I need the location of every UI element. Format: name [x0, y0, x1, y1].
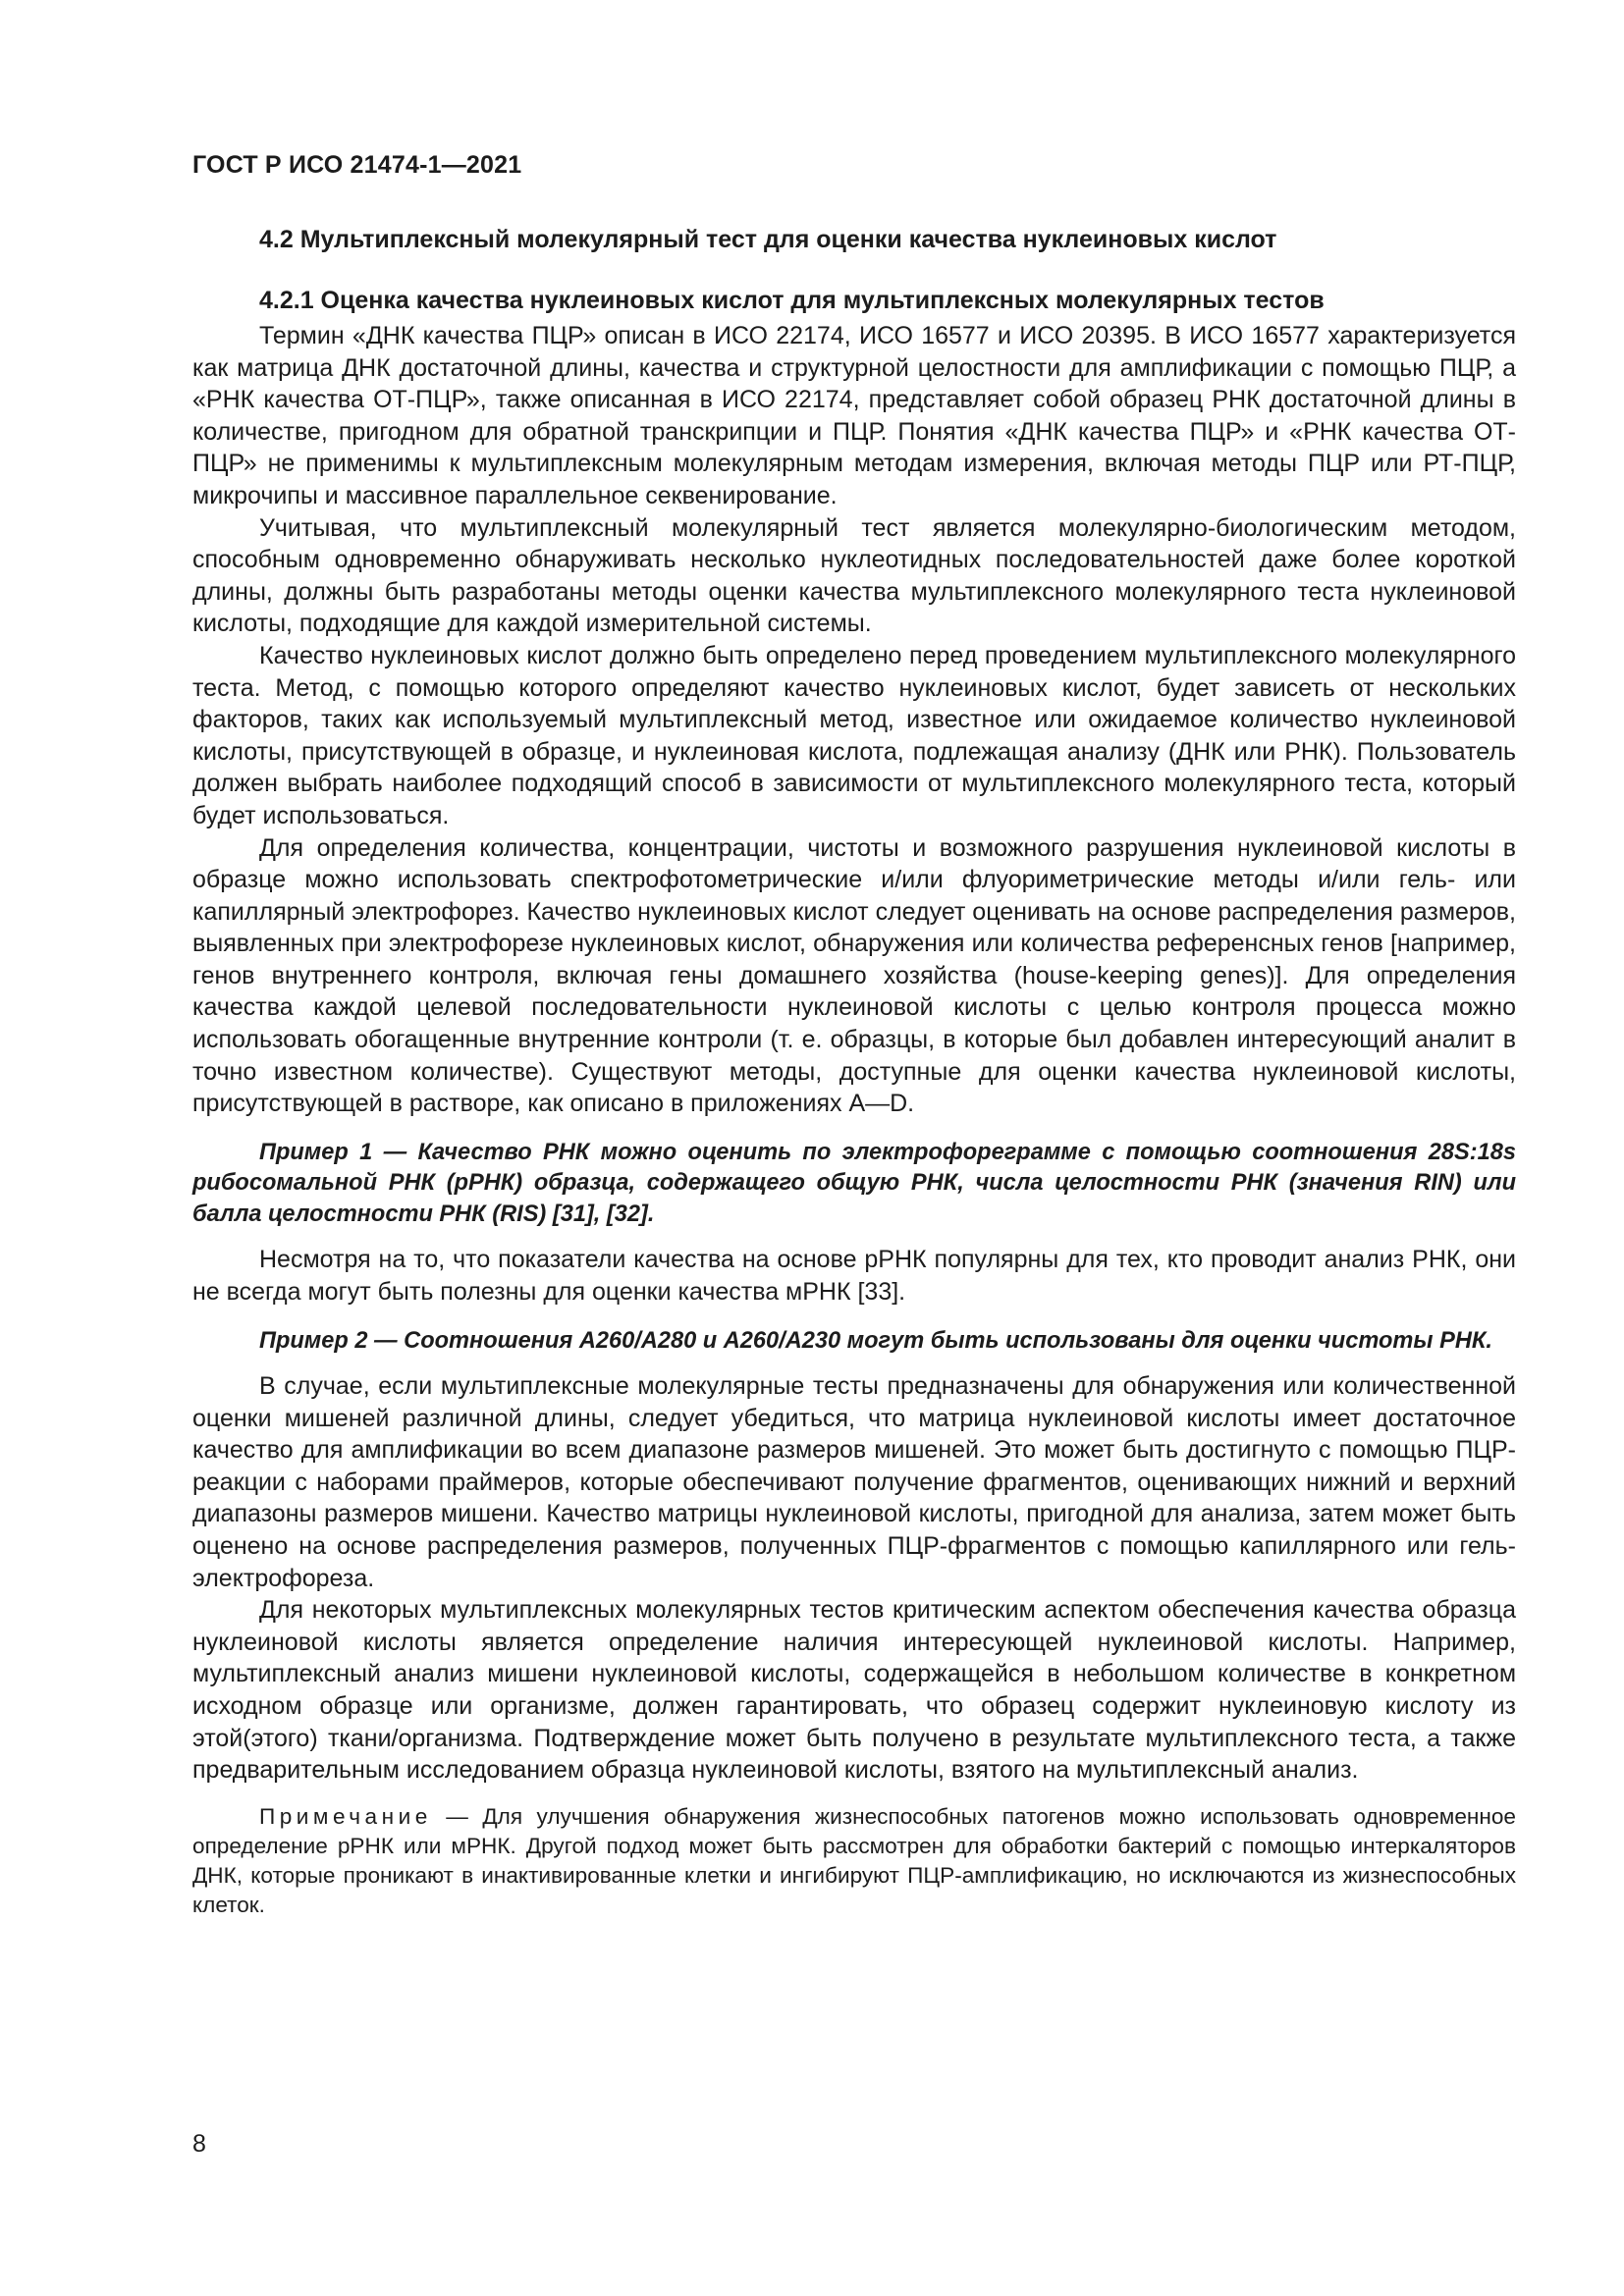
- example-2: Пример 2 — Соотношения A260/A280 и A260/A230 могут быть использованы для оценки чистоты РНК.: [259, 1327, 1492, 1354]
- paragraph: Термин «ДНК качества ПЦР» описан в ИСО 22174, ИСО 16577 и ИСО 20395. В ИСО 16577 характеризуется как матрица ДНК достаточной длины, качества и структурной целостности для амплификации с помощью ПЦР, а «РНК качества ОТ-ПЦР», также описанная в ИСО 22174, представляет собой образец РНК достаточной длины в количестве, пригодном для обратной транскрипции и ПЦР. Понятия «ДНК качества ПЦР» и «РНК качества ОТ-ПЦР» не применимы к мультиплексным молекулярным методам измерения, включая методы ПЦР или РТ-ПЦР, микрочипы и массивное параллельное секвенирование.: [192, 322, 1516, 509]
- note: [192, 1802, 1516, 1920]
- document-header: ГОСТ Р ИСО 21474-1—2021: [192, 151, 522, 179]
- paragraph: Для некоторых мультиплексных молекулярных тестов критическим аспектом обеспечения качества образца нуклеиновой кислоты является определение наличия интересующей нуклеиновой кислоты. Например, мультиплексный анализ мишени нуклеиновой кислоты, содержащейся в небольшом количестве в конкретном исходном образце или организме, должен гарантировать, что образец содержит нуклеиновую кислоту из этой(этого) ткани/организма. Подтверждение может быть получено в результате мультиплексного теста, а также предварительным исследованием образца нуклеиновой кислоты, взятого на мультиплексный анализ.: [192, 1596, 1516, 1785]
- paragraph: Учитывая, что мультиплексный молекулярный тест является молекулярно-биологическим методом, способным одновременно обнаруживать несколько нуклеотидных последовательностей даже более короткой длины, должны быть разработаны методы оценки качества мультиплексного молекулярного теста нуклеиновой кислоты, подходящие для каждой измерительной системы.: [192, 513, 1516, 638]
- note-text: — Для улучшения обнаружения жизнеспособных патогенов можно использовать одновременное определение рРНК или мРНК. Другой подход может быть рассмотрен для обработки бактерий с помощью интеркаляторов ДНК, которые проникают в инактивированные клетки и ингибируют ПЦР-амплификацию, но исключаются из жизнеспособных клеток.: [192, 1803, 1516, 1917]
- subsection-heading: 4.2.1 Оценка качества нуклеиновых кислот для мультиплексных молекулярных тестов: [259, 287, 1325, 314]
- paragraph: Несмотря на то, что показатели качества на основе рРНК популярны для тех, кто проводит анализ РНК, они не всегда могут быть полезны для оценки качества мРНК [33].: [192, 1246, 1516, 1306]
- document-body: [192, 220, 1516, 1920]
- section-heading: 4.2 Мультиплексный молекулярный тест для оценки качества нуклеиновых кислот: [259, 226, 1277, 253]
- note-label: Примечание: [259, 1803, 432, 1829]
- page-number: 8: [192, 2130, 206, 2158]
- paragraph: Качество нуклеиновых кислот должно быть определено перед проведением мультиплексного молекулярного теста. Метод, с помощью которого определяют качество нуклеиновых кислот, будет зависеть от нескольких факторов, таких как используемый мультиплексный метод, известное или ожидаемое количество нуклеиновой кислоты, присутствующей в образце, и нуклеиновая кислота, подлежащая анализу (ДНК или РНК). Пользователь должен выбрать наиболее подходящий способ в зависимости от мультиплексного молекулярного теста, который будет использоваться.: [192, 641, 1516, 829]
- paragraph: Для определения количества, концентрации, чистоты и возможного разрушения нуклеиновой кислоты в образце можно использовать спектрофотометрические и/или флуориметрические методы и/или гель- или капиллярный электрофорез. Качество нуклеиновых кислот следует оценивать на основе распределения размеров, выявленных при электрофорезе нуклеиновых кислот, обнаружения или количества референсных генов [например, генов внутреннего контроля, включая гены домашнего хозяйства (house-keeping genes)]. Для определения качества каждой целевой последовательности нуклеиновой кислоты с целью контроля процесса можно использовать обогащенные внутренние контроли (т. е. образцы, в которые был добавлен интересующий аналит в точно известном количестве). Существуют методы, доступные для оценки качества нуклеиновой кислоты, присутствующей в растворе, как описано в приложениях А—D.: [192, 833, 1516, 1118]
- example-1: Пример 1 — Качество РНК можно оценить по электрофореграмме с помощью соотношения 28S:18s рибосомальной РНК (рРНК) образца, содержащего общую РНК, числа целостности РНК (значения RIN) или балла целостности РНК (RIS) [31], [32].: [192, 1139, 1516, 1227]
- paragraph: В случае, если мультиплексные молекулярные тесты предназначены для обнаружения или количественной оценки мишеней различной длины, следует убедиться, что матрица нуклеиновой кислоты имеет достаточное качество для амплификации во всем диапазоне размеров мишеней. Это может быть достигнуто с помощью ПЦР-реакции с наборами праймеров, которые обеспечивают получение фрагментов, оценивающих нижний и верхний диапазоны размеров мишени. Качество матрицы нуклеиновой кислоты, пригодной для анализа, затем может быть оценено на основе распределения размеров, полученных ПЦР-фрагментов с помощью капиллярного или гель-электрофореза.: [192, 1372, 1516, 1592]
